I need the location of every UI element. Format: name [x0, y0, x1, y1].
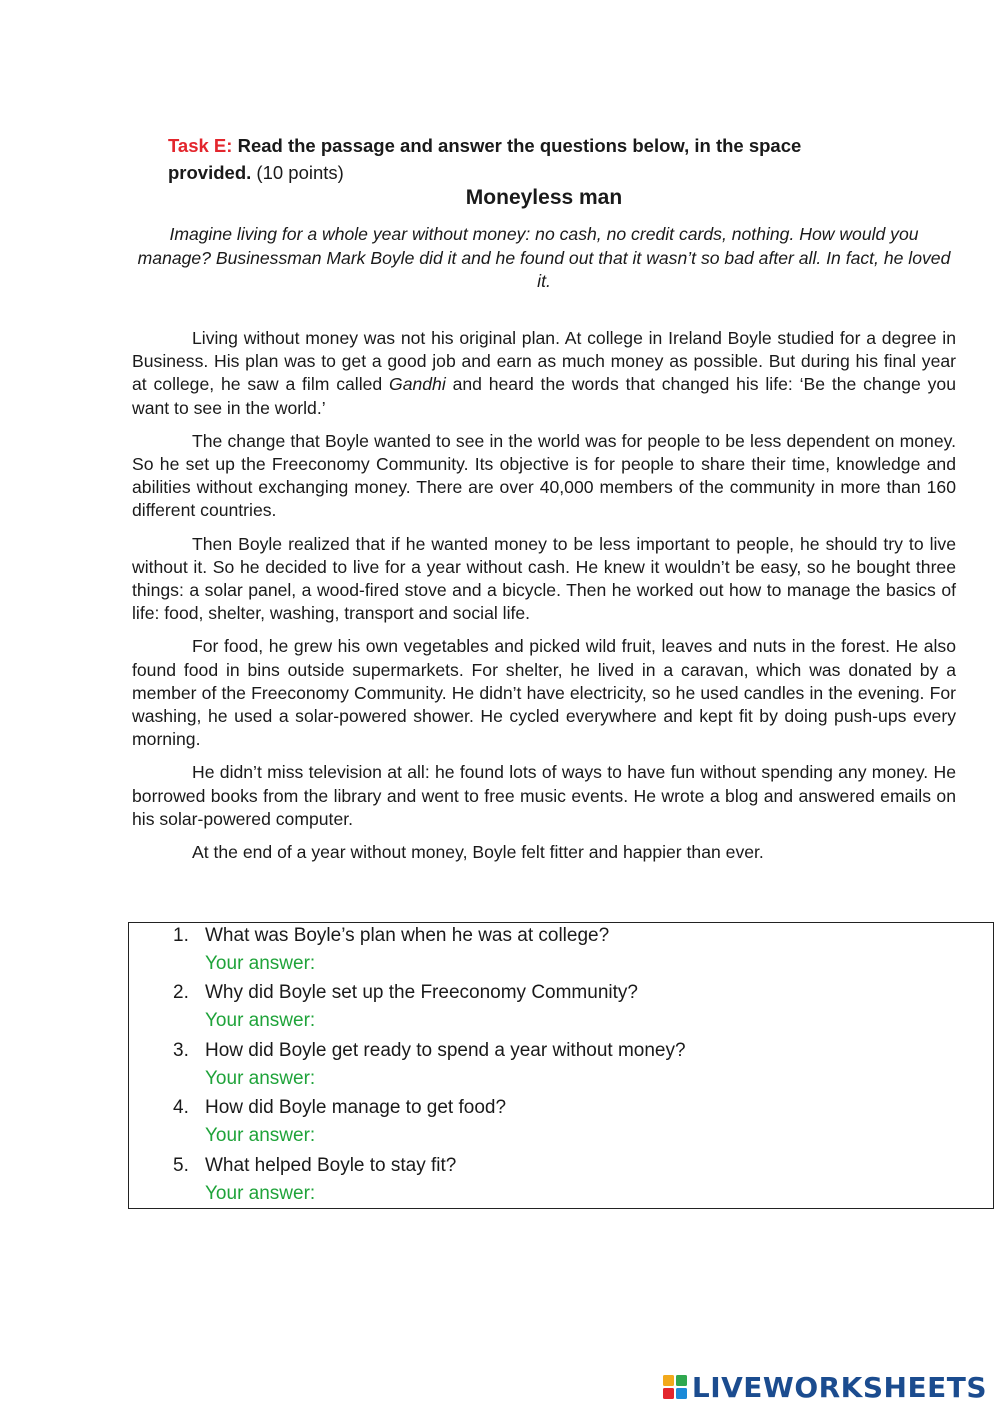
liveworksheets-logo-icon	[662, 1373, 688, 1401]
brand-name: LIVEWORKSHEETS	[691, 1370, 987, 1404]
answer-field[interactable]: Your answer:	[205, 1182, 316, 1204]
question-text: What was Boyle’s plan when he was at college?	[205, 925, 610, 946]
passage-title: Moneyless man	[465, 186, 623, 209]
task-instruction	[168, 132, 888, 186]
answer-field[interactable]: Your answer:	[205, 1010, 316, 1032]
task-points: (10 points)	[256, 162, 344, 183]
question-number: 5.	[173, 1154, 189, 1176]
passage-paragraph: At the end of a year without money, Boyle felt fitter and happier than ever.	[192, 842, 764, 863]
passage-paragraph: Then Boyle realized that if he wanted money to be less important to people, he should try to live without it. So he decided to live for a year without cash. He knew it wouldn’t be easy, so he bought three things: a solar panel, a wood-fired stove and a bicycle. Then he worked out how to manage the basics of life: food, shelter, washing, transport and social life.	[132, 533, 956, 624]
question-number: 3.	[173, 1039, 189, 1061]
question-number: 2.	[173, 982, 189, 1004]
question-text: What helped Boyle to stay fit?	[205, 1154, 457, 1176]
questions-box	[128, 922, 994, 1209]
passage-paragraph	[132, 327, 956, 420]
task-instruction-text: Read the passage and answer the questions below, in the space provided.	[168, 135, 802, 183]
question-number: 1.	[173, 925, 189, 946]
answer-field[interactable]: Your answer:	[205, 953, 316, 974]
passage-body	[132, 327, 956, 874]
passage-paragraph: The change that Boyle wanted to see in the world was for people to be less dependent on money. So he set up the Freeconomy Community. Its objective is for people to share their time, knowledge and abilities without exchanging money. There are over 40,000 members of the community in more than 160 different countries.	[132, 430, 956, 521]
passage-paragraph: He didn’t miss television at all: he found lots of ways to have fun without spending any money. He borrowed books from the library and went to free music events. He wrote a blog and answered emails on his solar-powered computer.	[132, 762, 956, 829]
question-text: How did Boyle manage to get food?	[205, 1097, 507, 1119]
film-title: Gandhi	[389, 374, 446, 395]
answer-field[interactable]: Your answer:	[205, 1067, 316, 1089]
paragraph-text: and heard the words that changed his life: ‘Be the change you want to see in the world.’	[132, 374, 956, 418]
task-label: Task E:	[168, 135, 233, 156]
answer-field[interactable]: Your answer:	[205, 1125, 316, 1147]
liveworksheets-brand[interactable]	[662, 1370, 987, 1404]
question-number: 4.	[173, 1097, 189, 1119]
question-text: How did Boyle get ready to spend a year without money?	[205, 1039, 686, 1061]
paragraph-text: Living without money was not his original plan. At college in Ireland Boyle studied for a degree in Business. His plan was to get a good job and earn as much money as possible. But during his final year at college, he saw a film called	[132, 328, 956, 395]
passage-intro: Imagine living for a whole year without money: no cash, no credit cards, nothing. How would you manage? Businessman Mark Boyle did it and he found out that it wasn’t so bad after all. In fact, he loved it.	[137, 224, 951, 291]
passage-paragraph: For food, he grew his own vegetables and picked wild fruit, leaves and nuts in the forest. He also found food in bins outside supermarkets. For shelter, he lived in a caravan, which was donated by a member of the Freeconomy Community. He didn’t have electricity, so he used candles in the evening. For washing, he used a solar-powered shower. He cycled everywhere and kept fit by doing push-ups every morning.	[132, 636, 956, 750]
question-text: Why did Boyle set up the Freeconomy Community?	[205, 982, 638, 1004]
